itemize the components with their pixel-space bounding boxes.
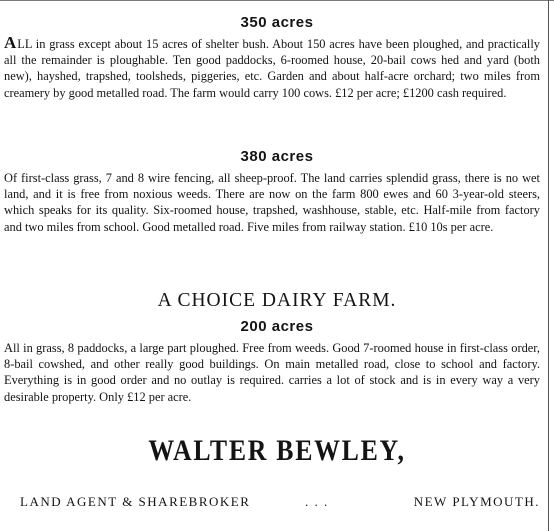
agent-dots: . . . <box>305 494 329 509</box>
agent-name: WALTER BEWLEY, <box>148 434 406 467</box>
listing-2-text: Of first-class grass, 7 and 8 wire fencing, all sheep-proof. The land carries splendid grass, there is no wet land, and it is free from noxious weeds. There are now on the farm 800 ewes and 60 3-year-old steers, which speaks for its quality. Six-roomed house, trapshed, washhouse, stable, etc. Half-mile from factory and two miles from school. Good metalled road. Five miles from railway station. £10 10s per acre. <box>4 171 540 234</box>
top-rule <box>0 0 554 5</box>
agent-footer <box>20 494 540 516</box>
listing-3-title: A CHOICE DAIRY FARM. <box>157 290 397 311</box>
listing-3-heading: 200 acres <box>240 318 314 335</box>
listing-1-text <box>4 33 540 101</box>
listing-2-heading: 380 acres <box>240 148 314 165</box>
listing-3-text: All in grass, 8 paddocks, a large part ploughed. Free from weeds. Good 7-roomed house in first-class order, 8-bail cowshed, and other really good buildings. On main metalled road, close to school and factory. Everything is in good order and no outlay is required. carries a lot of stock and is in every way a very desirable property. Only £12 per acre. <box>4 341 540 404</box>
agent-location: NEW PLYMOUTH. <box>413 494 540 509</box>
listing-1-body: LL in grass except about 15 acres of shelter bush. About 150 acres have been ploughed, and practically all the remainder is ploughable. Ten good paddocks, 6-roomed house, 20-bail cows hed and yard (both new), hayshed, trapshed, toolsheds, piggeries, etc. Garden and about half-acre orchard; two miles from creamery by good metalled road. The farm would carry 100 cows. £12 per acre; £1200 cash required. <box>4 37 540 100</box>
listing-1-dropcap: A <box>4 33 17 52</box>
agent-role: LAND AGENT & SHAREBROKER <box>20 494 251 509</box>
right-column-rule <box>548 0 549 531</box>
listing-1-heading: 350 acres <box>240 14 314 31</box>
